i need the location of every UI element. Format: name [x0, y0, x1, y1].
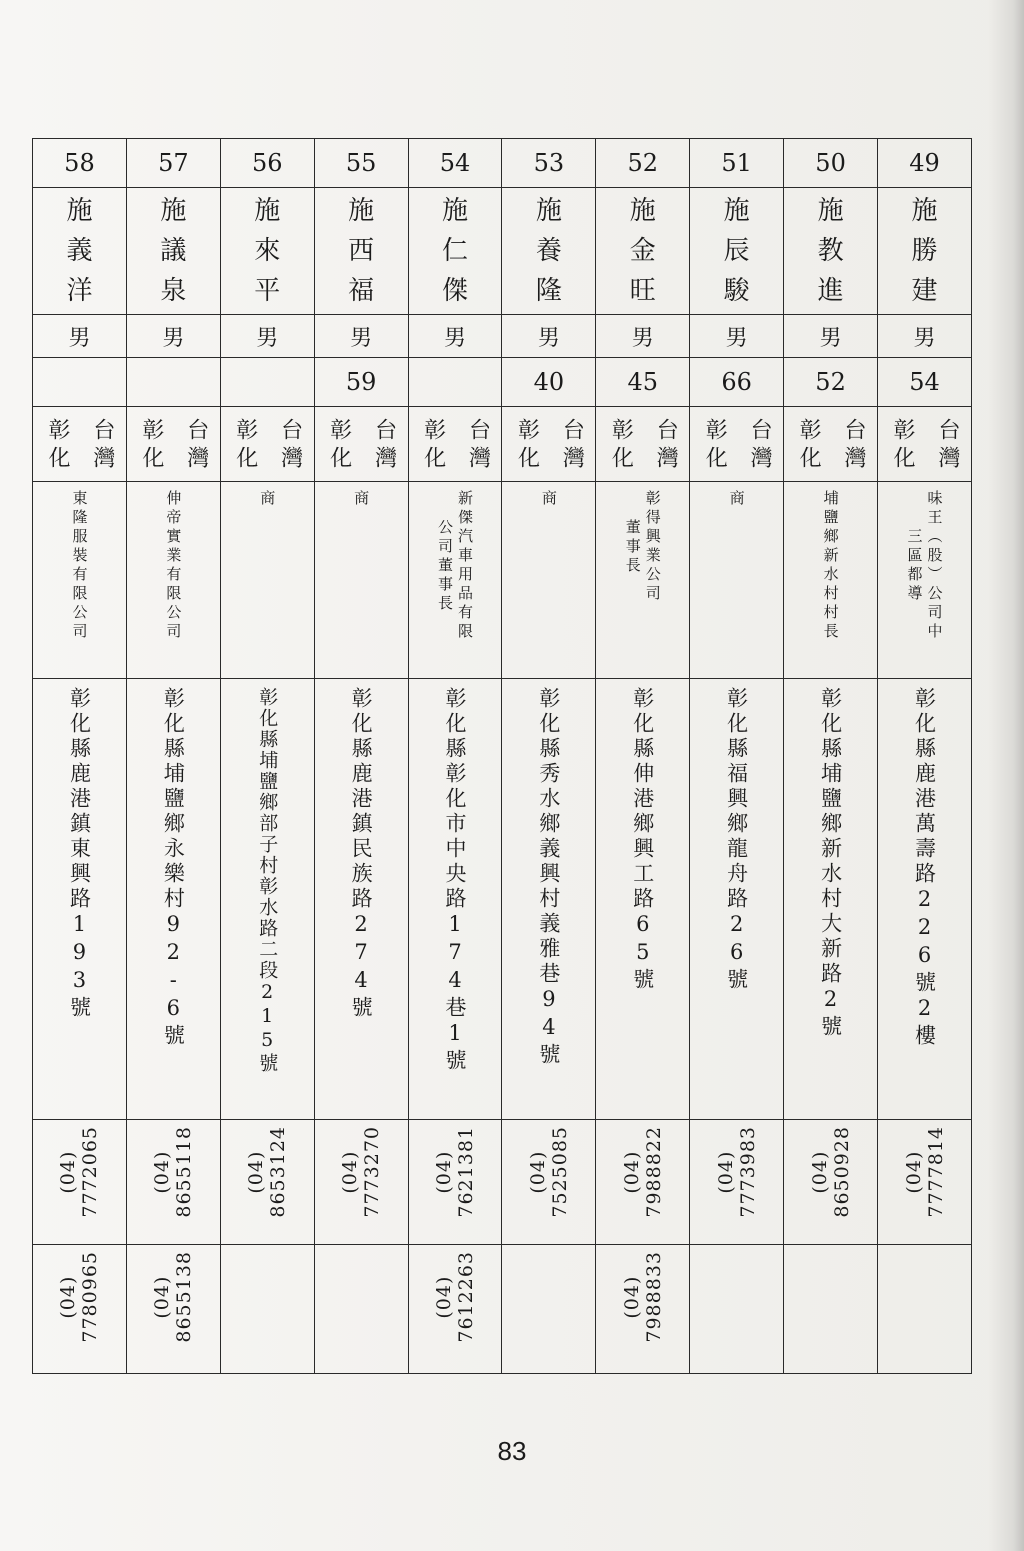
age: 66 — [721, 368, 752, 396]
address-row — [33, 679, 972, 1120]
number-row — [33, 139, 972, 188]
page-edge-shadow — [988, 0, 1024, 1551]
origin-region: 台灣 — [89, 418, 115, 474]
number-cell — [126, 139, 220, 188]
name-char: 泉 — [160, 276, 187, 306]
age-cell — [596, 358, 690, 407]
phone-cell — [220, 1120, 314, 1245]
occupation: 商 — [258, 490, 277, 509]
phone-cell — [408, 1245, 502, 1374]
name-char: 施 — [817, 196, 844, 226]
origin-region: 台灣 — [559, 418, 585, 474]
gender-cell — [126, 315, 220, 358]
number-cell — [33, 139, 127, 188]
age-cell — [126, 358, 220, 407]
gender-cell — [690, 315, 784, 358]
phone-cell — [314, 1245, 408, 1374]
gender: 男 — [725, 325, 748, 351]
age-cell — [33, 358, 127, 407]
address-cell — [33, 679, 127, 1120]
name-char: 駿 — [723, 276, 750, 306]
origin-region: 台灣 — [183, 418, 209, 474]
gender-cell — [784, 315, 878, 358]
phone-cell — [690, 1245, 784, 1374]
phone-cell — [502, 1120, 596, 1245]
occupation-cell — [314, 482, 408, 679]
phone-number: (04) 8653124 — [245, 1126, 290, 1218]
name-char: 平 — [254, 276, 281, 306]
phone-number: (04) 7988833 — [620, 1251, 665, 1343]
name-char: 施 — [911, 196, 938, 226]
age-cell — [408, 358, 502, 407]
address-cell — [690, 679, 784, 1120]
phone-cell — [784, 1245, 878, 1374]
phone-row-1 — [33, 1120, 972, 1245]
origin-region: 台灣 — [277, 418, 303, 474]
origin-city: 彰化 — [796, 418, 822, 474]
entry-number: 53 — [533, 149, 565, 177]
name-char: 建 — [911, 276, 938, 306]
address-cell — [784, 679, 878, 1120]
phone-number: (04) 8655118 — [151, 1126, 196, 1218]
occupation-cell — [33, 482, 127, 679]
origin-city: 彰化 — [138, 418, 164, 474]
origin-cell — [220, 407, 314, 482]
name-char: 勝 — [911, 236, 938, 266]
name-char: 福 — [348, 276, 375, 306]
gender-cell — [314, 315, 408, 358]
age-cell — [878, 358, 972, 407]
name-char: 西 — [348, 236, 375, 266]
name-char: 傑 — [442, 276, 469, 306]
name-char: 仁 — [442, 236, 469, 266]
occupation-cell — [408, 482, 502, 679]
name-cell — [784, 188, 878, 315]
origin-cell — [314, 407, 408, 482]
name-cell — [220, 188, 314, 315]
name-char: 施 — [160, 196, 187, 226]
phone-number: (04) 7525085 — [526, 1126, 571, 1218]
gender: 男 — [444, 325, 467, 351]
name-char: 義 — [66, 236, 93, 266]
name-char: 施 — [535, 196, 562, 226]
address-cell — [126, 679, 220, 1120]
address: 彰化縣埔鹽鄉永樂村92-6號 — [161, 687, 186, 1049]
origin-city: 彰化 — [890, 418, 916, 474]
occupation: 彰得興業公司 董事長 — [623, 490, 662, 604]
name-char: 洋 — [66, 276, 93, 306]
origin-city: 彰化 — [232, 418, 258, 474]
gender-cell — [33, 315, 127, 358]
phone-cell — [408, 1120, 502, 1245]
address: 彰化縣彰化市中央路174巷1號 — [443, 687, 467, 1074]
age: 54 — [909, 368, 940, 396]
name-cell — [126, 188, 220, 315]
phone-number: (04) 8655138 — [151, 1251, 196, 1343]
occupation: 商 — [539, 490, 558, 509]
origin-cell — [33, 407, 127, 482]
number-cell — [314, 139, 408, 188]
origin-city: 彰化 — [514, 418, 540, 474]
name-row — [33, 188, 972, 315]
origin-cell — [502, 407, 596, 482]
name-char: 來 — [254, 236, 281, 266]
gender: 男 — [256, 325, 279, 351]
number-cell — [784, 139, 878, 188]
origin-region: 台灣 — [653, 418, 679, 474]
number-cell — [596, 139, 690, 188]
phone-number: (04) 7621381 — [433, 1126, 477, 1218]
origin-region: 台灣 — [841, 418, 867, 474]
origin-cell — [690, 407, 784, 482]
age-cell — [314, 358, 408, 407]
phone-cell — [784, 1120, 878, 1245]
gender: 男 — [68, 325, 91, 351]
entry-number: 51 — [721, 149, 752, 177]
name-cell — [690, 188, 784, 315]
gender-cell — [502, 315, 596, 358]
gender: 男 — [819, 325, 842, 351]
address: 彰化縣秀水鄉義興村義雅巷94號 — [536, 687, 561, 1068]
address: 彰化縣埔鹽鄉新水村大新路2號 — [818, 687, 843, 1040]
name-char: 施 — [66, 196, 93, 226]
address: 彰化縣福興鄉龍舟路26號 — [724, 687, 749, 993]
occupation-cell — [502, 482, 596, 679]
name-char: 議 — [160, 236, 187, 266]
occupation-cell — [596, 482, 690, 679]
phone-number: (04) 7780965 — [57, 1251, 102, 1343]
address-cell — [596, 679, 690, 1120]
number-cell — [878, 139, 972, 188]
occupation-cell — [220, 482, 314, 679]
phone-cell — [314, 1120, 408, 1245]
phone-cell — [220, 1245, 314, 1374]
name-cell — [878, 188, 972, 315]
phone-number: (04) 7773983 — [714, 1126, 759, 1218]
number-cell — [690, 139, 784, 188]
occupation: 新傑汽車用品有限 公司董事長 — [436, 490, 474, 642]
gender: 男 — [350, 325, 373, 351]
page-number: 83 — [497, 1436, 527, 1466]
address-cell — [408, 679, 502, 1120]
gender-row — [33, 315, 972, 358]
gender: 男 — [631, 325, 654, 351]
name-char: 養 — [535, 236, 562, 266]
entry-number: 52 — [627, 149, 659, 177]
address-cell — [314, 679, 408, 1120]
age: 52 — [815, 368, 846, 396]
gender-cell — [220, 315, 314, 358]
name-char: 金 — [629, 236, 656, 266]
occupation-cell — [126, 482, 220, 679]
address: 彰化縣鹿港鎮東興路193號 — [67, 687, 92, 1021]
occupation: 味王（股）公司中 三區都導 — [905, 490, 944, 642]
origin-cell — [596, 407, 690, 482]
name-cell — [408, 188, 502, 315]
origin-city: 彰化 — [45, 418, 70, 474]
address: 彰化縣鹿港萬壽路226號2樓 — [912, 687, 937, 1049]
origin-city: 彰化 — [326, 418, 352, 474]
address: 彰化縣埔鹽鄉部子村彰水路二段215號 — [256, 687, 279, 1074]
phone-number: (04) 7988822 — [620, 1126, 665, 1218]
origin-region: 台灣 — [371, 418, 397, 474]
occupation-row — [33, 482, 972, 679]
entry-number: 55 — [345, 149, 377, 177]
address: 彰化縣伸港鄉興工路65號 — [630, 687, 655, 993]
origin-cell — [408, 407, 502, 482]
origin-row — [33, 407, 972, 482]
name-cell — [502, 188, 596, 315]
name-char: 施 — [348, 196, 375, 226]
phone-cell — [33, 1245, 127, 1374]
age-cell — [784, 358, 878, 407]
number-cell — [502, 139, 596, 188]
age-cell — [502, 358, 596, 407]
phone-number: (04) 7612263 — [433, 1251, 477, 1343]
phone-cell — [596, 1245, 690, 1374]
gender: 男 — [162, 325, 185, 351]
entry-number: 54 — [439, 149, 471, 177]
phone-number: (04) 7773270 — [339, 1126, 384, 1218]
address-cell — [220, 679, 314, 1120]
name-char: 隆 — [535, 276, 562, 306]
occupation-cell — [690, 482, 784, 679]
origin-region: 台灣 — [935, 418, 960, 474]
number-cell — [408, 139, 502, 188]
phone-number: (04) 8650928 — [808, 1126, 853, 1218]
entry-number: 50 — [815, 149, 846, 177]
origin-city: 彰化 — [608, 418, 634, 474]
phone-number: (04) 7772065 — [57, 1126, 102, 1218]
gender-cell — [408, 315, 502, 358]
occupation: 伸帝實業有限公司 — [164, 490, 183, 642]
origin-cell — [126, 407, 220, 482]
phone-cell — [878, 1245, 972, 1374]
gender-cell — [596, 315, 690, 358]
address-cell — [878, 679, 972, 1120]
phone-cell — [878, 1120, 972, 1245]
gender: 男 — [537, 325, 560, 351]
occupation-cell — [784, 482, 878, 679]
address-cell — [502, 679, 596, 1120]
entry-number: 57 — [158, 149, 189, 177]
phone-cell — [690, 1120, 784, 1245]
occupation: 埔鹽鄉新水村村長 — [821, 490, 840, 642]
age-cell — [220, 358, 314, 407]
number-cell — [220, 139, 314, 188]
origin-region: 台灣 — [747, 418, 773, 474]
occupation: 東隆服裝有限公司 — [70, 490, 89, 642]
phone-cell — [126, 1245, 220, 1374]
phone-number: (04) 7777814 — [902, 1126, 947, 1218]
age: 40 — [533, 368, 565, 396]
name-char: 旺 — [629, 276, 656, 306]
age: 59 — [345, 368, 377, 396]
occupation: 商 — [727, 490, 746, 509]
origin-city: 彰化 — [702, 418, 728, 474]
name-char: 施 — [254, 196, 281, 226]
name-char: 教 — [817, 236, 844, 266]
phone-cell — [502, 1245, 596, 1374]
entry-number: 58 — [64, 149, 95, 177]
name-cell — [33, 188, 127, 315]
occupation-cell — [878, 482, 972, 679]
phone-row-2 — [33, 1245, 972, 1374]
origin-cell — [784, 407, 878, 482]
age: 45 — [627, 368, 659, 396]
phone-cell — [126, 1120, 220, 1245]
name-char: 施 — [629, 196, 656, 226]
entry-number: 56 — [251, 149, 283, 177]
name-cell — [596, 188, 690, 315]
address: 彰化縣鹿港鎮民族路274號 — [349, 687, 374, 1021]
origin-cell — [878, 407, 972, 482]
gender: 男 — [913, 325, 936, 351]
phone-cell — [33, 1120, 127, 1245]
name-char: 進 — [817, 276, 844, 306]
name-char: 施 — [723, 196, 750, 226]
occupation: 商 — [352, 490, 371, 509]
origin-city: 彰化 — [420, 418, 446, 474]
name-char: 辰 — [723, 236, 750, 266]
entry-number: 49 — [909, 149, 940, 177]
phone-cell — [596, 1120, 690, 1245]
age-row — [33, 358, 972, 407]
gender-cell — [878, 315, 972, 358]
roster-table — [32, 138, 972, 1374]
name-cell — [314, 188, 408, 315]
name-char: 施 — [442, 196, 469, 226]
age-cell — [690, 358, 784, 407]
origin-region: 台灣 — [465, 418, 491, 474]
